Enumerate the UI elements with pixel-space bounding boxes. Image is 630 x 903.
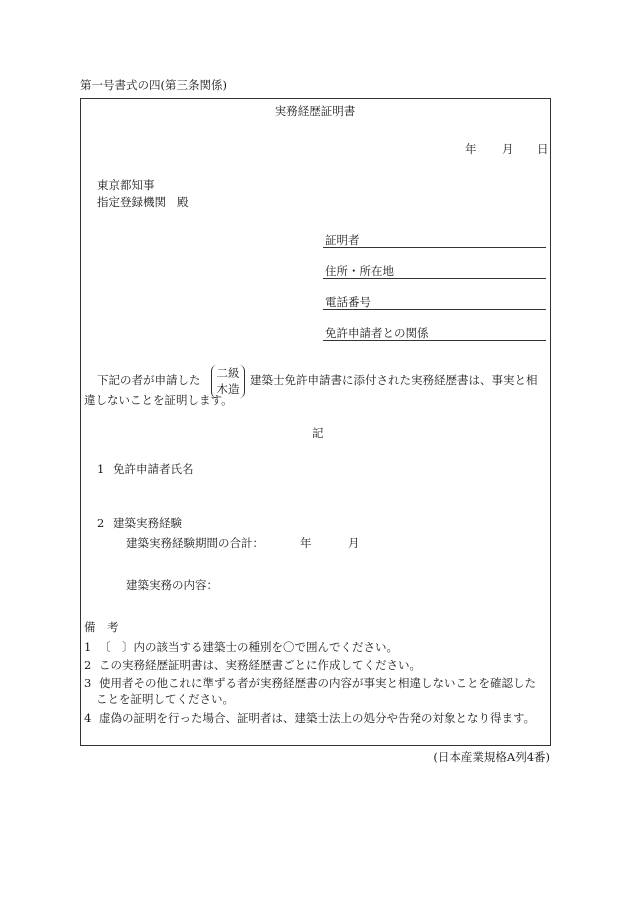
qualification-option-second-class: 二級 <box>216 366 240 380</box>
certifier-relation-label: 免許申請者との関係 <box>325 326 429 340</box>
ki-heading: 記 <box>312 426 324 440</box>
date-month-label: 月 <box>502 142 514 156</box>
note-2-number: 2 <box>84 658 92 672</box>
addressee-honorific: 殿 <box>177 195 189 209</box>
statement-line-2: 違しないことを証明します。 <box>84 393 233 407</box>
item-1-number: 1 <box>97 462 105 476</box>
certifier-name-label: 証明者 <box>325 233 360 247</box>
date-day-label: 日 <box>537 142 549 156</box>
statement-after: 建築士免許申請書に添付された実務経歴書は、事実と相 <box>250 373 538 387</box>
note-1-number: 1 <box>84 640 92 654</box>
certifier-phone-label: 電話番号 <box>325 295 371 309</box>
date-year-label: 年 <box>465 142 477 156</box>
addressee-agency: 指定登録機関 <box>97 195 166 209</box>
note-3-continuation: ことを証明してください。 <box>96 692 234 706</box>
experience-month-label: 月 <box>348 536 360 550</box>
certifier-relation-line <box>323 340 546 341</box>
item-2-label: 建築実務経験 <box>113 516 182 530</box>
note-4-number: 4 <box>84 711 92 725</box>
certifier-address-line <box>323 278 546 279</box>
experience-year-label: 年 <box>300 536 312 550</box>
document-title: 実務経歴証明書 <box>274 104 356 118</box>
statement-before: 下記の者が申請した <box>97 373 201 387</box>
addressee-governor: 東京都知事 <box>97 178 155 192</box>
certifier-address-label: 住所・所在地 <box>325 264 394 278</box>
note-3-number: 3 <box>84 676 92 690</box>
qualification-option-wooden: 木造 <box>216 382 240 396</box>
notes-heading: 備 考 <box>84 620 119 634</box>
experience-period-label: 建築実務経験期間の合計： <box>126 536 264 550</box>
item-2-number: 2 <box>97 516 105 530</box>
note-1-text: 〔 〕内の該当する建築士の種別を〇で囲んでください。 <box>99 640 398 654</box>
certifier-phone-line <box>323 309 546 310</box>
experience-content-label: 建築実務の内容： <box>126 578 218 592</box>
certifier-name-line <box>323 247 546 248</box>
item-1-label: 免許申請者氏名 <box>113 462 194 476</box>
note-4-text: 虚偽の証明を行った場合、証明者は、建築士法上の処分や告発の対象となり得ます。 <box>99 711 536 725</box>
note-2-text: この実務経歴証明書は、実務経歴書ごとに作成してください。 <box>99 658 421 672</box>
paper-size-footer: (日本産業規格A列4番) <box>433 750 550 764</box>
form-number-label: 第一号書式の四(第三条関係) <box>80 78 227 92</box>
note-3-text: 使用者その他これに準ずる者が実務経歴書の内容が事実と相違しないことを確認した <box>99 676 536 690</box>
